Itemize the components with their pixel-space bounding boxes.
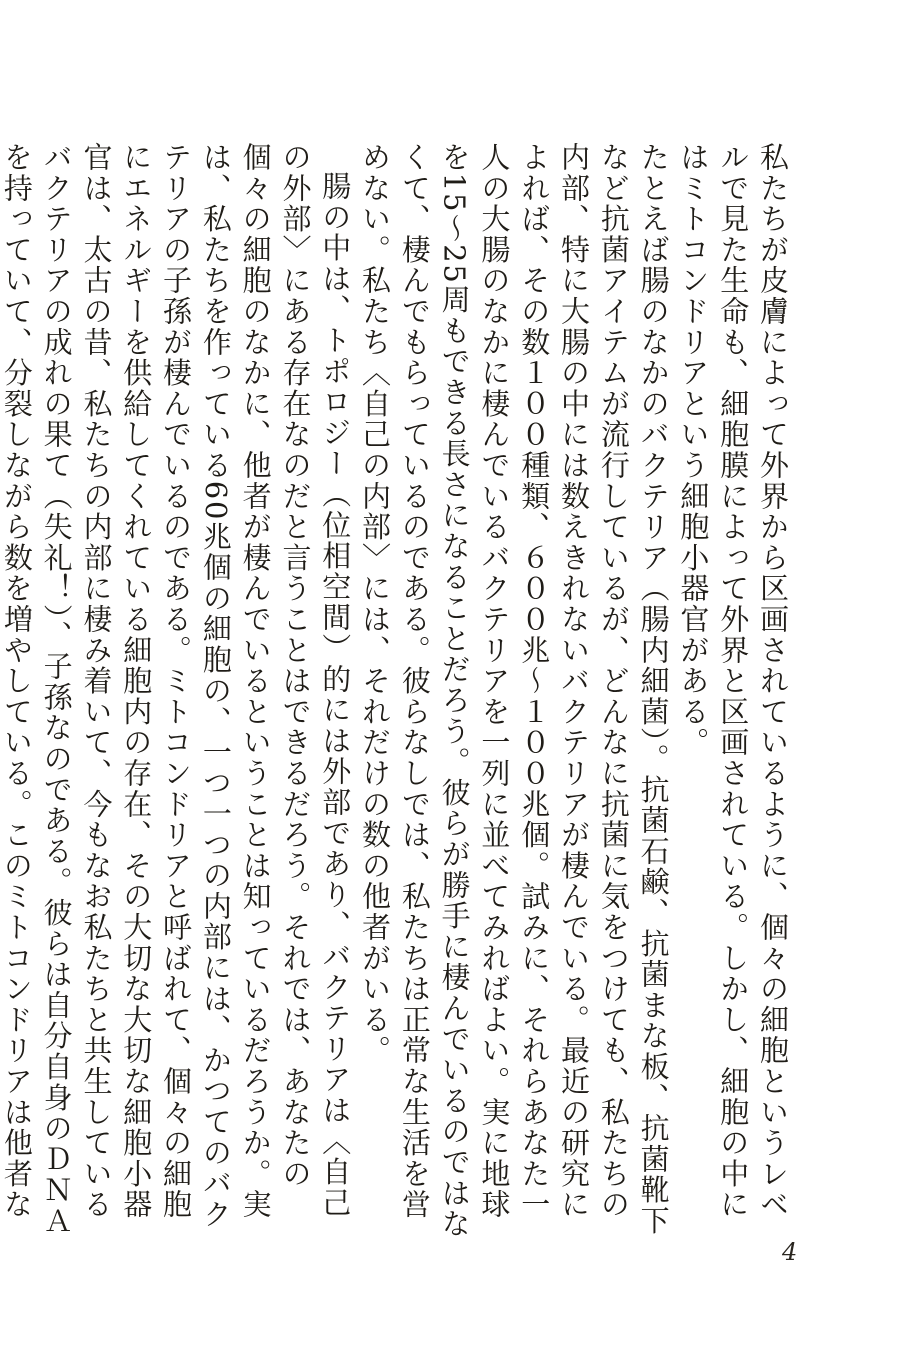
page-number: 4 xyxy=(782,1238,798,1266)
paragraph-2: たとえば腸のなかのバクテリア（腸内細菌）。抗菌石鹸、抗菌まな板、抗菌靴下など抗菌アイテムが流行しているが、どんなに抗菌に気をつけても、私たちの内部、特に大腸の中には数えきれないバクテリアが棲んでいる。最近の研究によれば、その数１００種類、６００兆〜１００兆個。試みに、それらあなた一人の大腸のなかに棲んでいるバクテリアを一列に並べてみればよい。実に地球を15〜25周もできる長さになることだろう。彼らが勝手に棲んでいるのではなくて、棲んでもらっているのである。彼らなしでは、私たちは正常な生活を営めない。私たち〈自己の内部〉には、それだけの数の他者がいる。 xyxy=(358,142,671,1240)
paragraph-3: 腸の中は、トポロジー（位相空間）的には外部であり、バクテリアは〈自己の外部〉にある存在なのだと言うことはできるだろう。それでは、あなたの個々の細胞のなかに、他者が棲んでいるということは知っているだろうか。実は、私たちを作っている60兆個の細胞の、一つ一つの内部には、かつてのバクテリアの子孫が棲んでいるのである。ミトコンドリアと呼ばれて、個々の細胞にエネルギーを供給してくれている細胞内の存在、その大切な大切な細胞小器官は、太古の昔、私たちの内部に棲み着いて、今もなお私たちと共生しているバクテリアの成れの果て（失礼！）、子孫なのである。彼らは自分自身のＤＮＡを持っていて、分裂しながら数を増やしている。このミトコンドリアは他者な xyxy=(0,142,353,1237)
vertical-text-block xyxy=(0,142,792,1242)
paragraph-1: 私たちが皮膚によって外界から区画されているように、個々の細胞というレベルで見た生命も、細胞膜によって外界と区画されている。しかし、細胞の中にはミトコンドリアという細胞小器官がある。 xyxy=(676,142,790,1220)
